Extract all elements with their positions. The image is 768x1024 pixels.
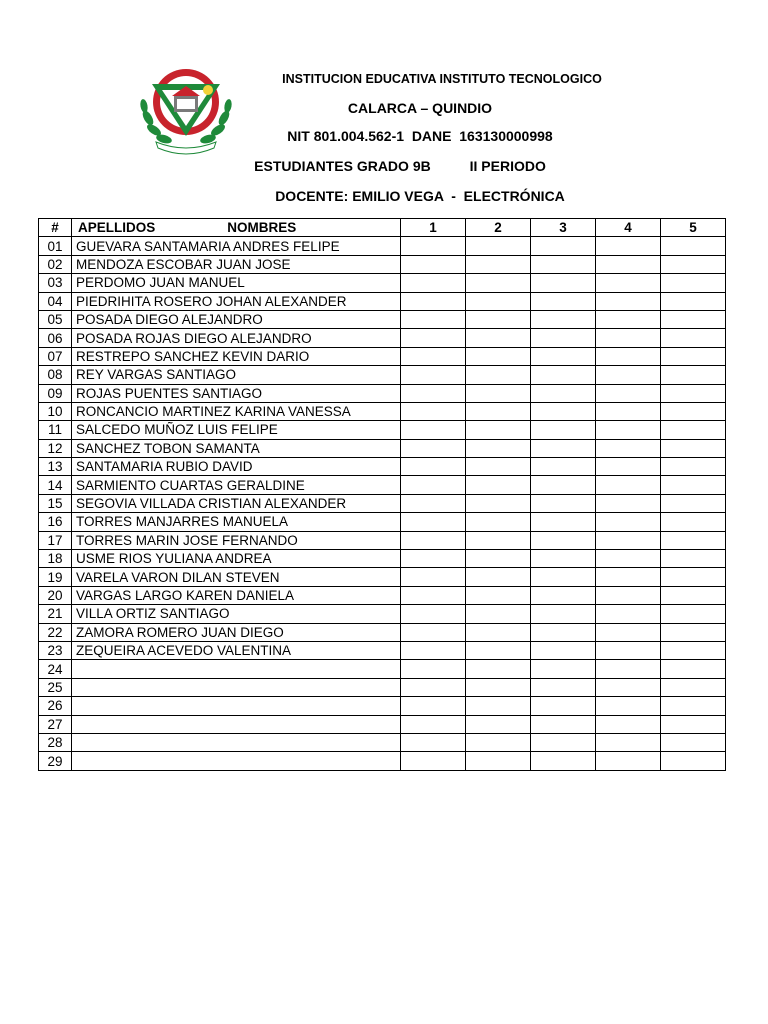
grade-cell-5[interactable] [661, 237, 726, 255]
table-row [39, 586, 726, 604]
grade-cell-1[interactable] [401, 586, 466, 604]
grade-cell-2[interactable] [466, 384, 531, 402]
row-number: 28 [39, 733, 72, 751]
grade-cell-1[interactable] [401, 715, 466, 733]
table-row [39, 697, 726, 715]
row-number: 11 [39, 421, 72, 439]
grade-cell-4[interactable] [596, 237, 661, 255]
row-number: 20 [39, 586, 72, 604]
grade-cell-4[interactable] [596, 292, 661, 310]
grade-cell-3[interactable] [531, 494, 596, 512]
grade-cell-1[interactable] [401, 733, 466, 751]
header-grade-3: 3 [531, 219, 596, 237]
table-row [39, 347, 726, 365]
grade-cell-4[interactable] [596, 274, 661, 292]
grade-cell-1[interactable] [401, 697, 466, 715]
table-row [39, 402, 726, 420]
row-number: 15 [39, 494, 72, 512]
grade-cell-4[interactable] [596, 402, 661, 420]
grade-cell-5[interactable] [661, 494, 726, 512]
row-number: 13 [39, 458, 72, 476]
grade-cell-1[interactable] [401, 347, 466, 365]
row-number: 08 [39, 366, 72, 384]
grade-cell-5[interactable] [661, 513, 726, 531]
header-grade-1: 1 [401, 219, 466, 237]
student-name: POSADA ROJAS DIEGO ALEJANDRO [72, 329, 401, 347]
grade-cell-3[interactable] [531, 255, 596, 273]
grade-cell-1[interactable] [401, 476, 466, 494]
grade-cell-2[interactable] [466, 623, 531, 641]
grade-cell-4[interactable] [596, 347, 661, 365]
grade-cell-5[interactable] [661, 421, 726, 439]
table-row [39, 255, 726, 273]
row-number: 29 [39, 752, 72, 770]
student-name: ZAMORA ROMERO JUAN DIEGO [72, 623, 401, 641]
row-number: 16 [39, 513, 72, 531]
grade-cell-3[interactable] [531, 329, 596, 347]
student-name: USME RIOS YULIANA ANDREA [72, 550, 401, 568]
student-name: VARELA VARON DILAN STEVEN [72, 568, 401, 586]
header-grade-5: 5 [661, 219, 726, 237]
grade-cell-5[interactable] [661, 402, 726, 420]
grade-cell-2[interactable] [466, 697, 531, 715]
grade-cell-5[interactable] [661, 439, 726, 457]
table-row [39, 494, 726, 512]
grade-cell-5[interactable] [661, 605, 726, 623]
grade-cell-4[interactable] [596, 255, 661, 273]
student-name [72, 678, 401, 696]
student-name: SARMIENTO CUARTAS GERALDINE [72, 476, 401, 494]
grade-cell-3[interactable] [531, 605, 596, 623]
institution-name: INSTITUCION EDUCATIVA INSTITUTO TECNOLOGICO [282, 72, 602, 86]
grade-cell-2[interactable] [466, 586, 531, 604]
student-name [72, 733, 401, 751]
grade-cell-4[interactable] [596, 568, 661, 586]
table-row [39, 237, 726, 255]
table-row [39, 310, 726, 328]
grade-cell-3[interactable] [531, 660, 596, 678]
grade-cell-4[interactable] [596, 531, 661, 549]
grade-cell-2[interactable] [466, 660, 531, 678]
grade-cell-1[interactable] [401, 531, 466, 549]
table-row [39, 531, 726, 549]
grade-cell-1[interactable] [401, 366, 466, 384]
student-name: TORRES MARIN JOSE FERNANDO [72, 531, 401, 549]
student-name: ROJAS PUENTES SANTIAGO [72, 384, 401, 402]
table-row [39, 513, 726, 531]
header-surnames: APELLIDOS [78, 220, 156, 236]
row-number: 06 [39, 329, 72, 347]
grade-cell-5[interactable] [661, 715, 726, 733]
grade-cell-1[interactable] [401, 292, 466, 310]
grade-cell-5[interactable] [661, 476, 726, 494]
nit-dane-line: NIT 801.004.562-1 DANE 163130000998 [287, 128, 553, 144]
grade-cell-3[interactable] [531, 274, 596, 292]
grade-cell-5[interactable] [661, 641, 726, 659]
grade-cell-3[interactable] [531, 678, 596, 696]
grade-cell-3[interactable] [531, 715, 596, 733]
grade-cell-5[interactable] [661, 458, 726, 476]
grade-cell-1[interactable] [401, 329, 466, 347]
grade-cell-1[interactable] [401, 550, 466, 568]
table-row [39, 366, 726, 384]
grade-cell-4[interactable] [596, 697, 661, 715]
student-name: REY VARGAS SANTIAGO [72, 366, 401, 384]
teacher-line: DOCENTE: EMILIO VEGA - ELECTRÓNICA [275, 188, 565, 204]
grade-cell-2[interactable] [466, 329, 531, 347]
grade-cell-3[interactable] [531, 292, 596, 310]
grade-cell-2[interactable] [466, 513, 531, 531]
table-row [39, 623, 726, 641]
grade-cell-1[interactable] [401, 513, 466, 531]
grade-cell-3[interactable] [531, 310, 596, 328]
grade-cell-1[interactable] [401, 568, 466, 586]
row-number: 07 [39, 347, 72, 365]
header-number: # [39, 219, 72, 237]
row-number: 02 [39, 255, 72, 273]
grade-cell-2[interactable] [466, 310, 531, 328]
grade-cell-3[interactable] [531, 476, 596, 494]
grade-cell-1[interactable] [401, 605, 466, 623]
row-number: 26 [39, 697, 72, 715]
student-name [72, 697, 401, 715]
table-row [39, 274, 726, 292]
student-name: SALCEDO MUÑOZ LUIS FELIPE [72, 421, 401, 439]
grade-cell-2[interactable] [466, 476, 531, 494]
row-number: 03 [39, 274, 72, 292]
row-number: 17 [39, 531, 72, 549]
grade-cell-2[interactable] [466, 494, 531, 512]
table-row [39, 476, 726, 494]
header-names: NOMBRES [227, 220, 297, 236]
student-name [72, 660, 401, 678]
student-name: SANCHEZ TOBON SAMANTA [72, 439, 401, 457]
grade-cell-1[interactable] [401, 421, 466, 439]
grade-period-line: ESTUDIANTES GRADO 9B II PERIODO [254, 158, 546, 174]
grade-cell-4[interactable] [596, 384, 661, 402]
grade-cell-5[interactable] [661, 384, 726, 402]
row-number: 21 [39, 605, 72, 623]
header-grade-2: 2 [466, 219, 531, 237]
table-row [39, 715, 726, 733]
grade-cell-3[interactable] [531, 402, 596, 420]
row-number: 05 [39, 310, 72, 328]
grade-cell-4[interactable] [596, 329, 661, 347]
grade-cell-2[interactable] [466, 605, 531, 623]
student-name: TORRES MANJARRES MANUELA [72, 513, 401, 531]
row-number: 24 [39, 660, 72, 678]
grade-cell-1[interactable] [401, 402, 466, 420]
grade-cell-1[interactable] [401, 255, 466, 273]
grade-cell-5[interactable] [661, 697, 726, 715]
table-row [39, 678, 726, 696]
student-name [72, 715, 401, 733]
student-name [72, 752, 401, 770]
grade-cell-1[interactable] [401, 494, 466, 512]
grade-cell-4[interactable] [596, 421, 661, 439]
grade-cell-5[interactable] [661, 733, 726, 751]
grade-cell-2[interactable] [466, 550, 531, 568]
grade-cell-4[interactable] [596, 641, 661, 659]
grade-cell-2[interactable] [466, 752, 531, 770]
grade-cell-3[interactable] [531, 531, 596, 549]
table-row [39, 752, 726, 770]
grade-cell-5[interactable] [661, 568, 726, 586]
grade-cell-2[interactable] [466, 402, 531, 420]
lightbulb-icon [203, 85, 213, 95]
grade-cell-1[interactable] [401, 752, 466, 770]
grade-cell-4[interactable] [596, 660, 661, 678]
grade-cell-4[interactable] [596, 715, 661, 733]
grade-cell-3[interactable] [531, 421, 596, 439]
grade-cell-3[interactable] [531, 347, 596, 365]
grade-cell-2[interactable] [466, 237, 531, 255]
student-name: POSADA DIEGO ALEJANDRO [72, 310, 401, 328]
table-row [39, 329, 726, 347]
grade-cell-5[interactable] [661, 274, 726, 292]
grade-cell-1[interactable] [401, 274, 466, 292]
table-row [39, 568, 726, 586]
student-name: PERDOMO JUAN MANUEL [72, 274, 401, 292]
grade-cell-2[interactable] [466, 733, 531, 751]
grade-cell-1[interactable] [401, 660, 466, 678]
student-name: RONCANCIO MARTINEZ KARINA VANESSA [72, 402, 401, 420]
header-grade-4: 4 [596, 219, 661, 237]
grade-cell-3[interactable] [531, 733, 596, 751]
student-name: ZEQUEIRA ACEVEDO VALENTINA [72, 641, 401, 659]
grade-cell-4[interactable] [596, 439, 661, 457]
grade-cell-2[interactable] [466, 531, 531, 549]
grade-cell-5[interactable] [661, 660, 726, 678]
grade-cell-3[interactable] [531, 366, 596, 384]
row-number: 10 [39, 402, 72, 420]
student-name: SEGOVIA VILLADA CRISTIAN ALEXANDER [72, 494, 401, 512]
table-row [39, 439, 726, 457]
grade-cell-4[interactable] [596, 494, 661, 512]
grade-cell-3[interactable] [531, 384, 596, 402]
grade-cell-3[interactable] [531, 550, 596, 568]
grade-cell-4[interactable] [596, 733, 661, 751]
grade-cell-2[interactable] [466, 421, 531, 439]
row-number: 22 [39, 623, 72, 641]
student-roster-table [38, 218, 726, 771]
grade-cell-2[interactable] [466, 347, 531, 365]
row-number: 23 [39, 641, 72, 659]
table-header-row [39, 219, 726, 237]
grade-cell-4[interactable] [596, 476, 661, 494]
student-name: MENDOZA ESCOBAR JUAN JOSE [72, 255, 401, 273]
grade-cell-4[interactable] [596, 550, 661, 568]
grade-cell-5[interactable] [661, 623, 726, 641]
grade-cell-4[interactable] [596, 458, 661, 476]
table-row [39, 384, 726, 402]
student-name: VARGAS LARGO KAREN DANIELA [72, 586, 401, 604]
grade-cell-1[interactable] [401, 384, 466, 402]
table-row [39, 292, 726, 310]
grade-cell-2[interactable] [466, 568, 531, 586]
grade-cell-3[interactable] [531, 752, 596, 770]
grade-cell-2[interactable] [466, 366, 531, 384]
table-row [39, 733, 726, 751]
grade-cell-2[interactable] [466, 439, 531, 457]
row-number: 09 [39, 384, 72, 402]
row-number: 19 [39, 568, 72, 586]
grade-cell-2[interactable] [466, 715, 531, 733]
grade-cell-3[interactable] [531, 568, 596, 586]
grade-cell-2[interactable] [466, 641, 531, 659]
grade-cell-4[interactable] [596, 678, 661, 696]
table-row [39, 641, 726, 659]
grade-cell-3[interactable] [531, 641, 596, 659]
grade-cell-3[interactable] [531, 458, 596, 476]
grade-cell-4[interactable] [596, 366, 661, 384]
grade-cell-5[interactable] [661, 255, 726, 273]
grade-cell-1[interactable] [401, 623, 466, 641]
grade-cell-1[interactable] [401, 237, 466, 255]
grade-cell-5[interactable] [661, 366, 726, 384]
grade-cell-2[interactable] [466, 292, 531, 310]
student-name: PIEDRIHITA ROSERO JOHAN ALEXANDER [72, 292, 401, 310]
table-row [39, 458, 726, 476]
student-name: VILLA ORTIZ SANTIAGO [72, 605, 401, 623]
grade-cell-4[interactable] [596, 513, 661, 531]
grade-cell-3[interactable] [531, 623, 596, 641]
student-name: RESTREPO SANCHEZ KEVIN DARIO [72, 347, 401, 365]
row-number: 14 [39, 476, 72, 494]
table-row [39, 660, 726, 678]
grade-cell-1[interactable] [401, 458, 466, 476]
row-number: 12 [39, 439, 72, 457]
student-name: SANTAMARIA RUBIO DAVID [72, 458, 401, 476]
grade-cell-3[interactable] [531, 697, 596, 715]
grade-cell-2[interactable] [466, 458, 531, 476]
grade-cell-2[interactable] [466, 678, 531, 696]
grade-cell-5[interactable] [661, 678, 726, 696]
grade-cell-2[interactable] [466, 255, 531, 273]
grade-cell-5[interactable] [661, 292, 726, 310]
grade-cell-5[interactable] [661, 347, 726, 365]
grade-cell-5[interactable] [661, 752, 726, 770]
grade-cell-4[interactable] [596, 752, 661, 770]
row-number: 18 [39, 550, 72, 568]
student-name: GUEVARA SANTAMARIA ANDRES FELIPE [72, 237, 401, 255]
grade-cell-5[interactable] [661, 310, 726, 328]
table-row [39, 421, 726, 439]
grade-cell-4[interactable] [596, 605, 661, 623]
grade-cell-1[interactable] [401, 439, 466, 457]
grade-cell-5[interactable] [661, 586, 726, 604]
row-number: 01 [39, 237, 72, 255]
grade-cell-4[interactable] [596, 310, 661, 328]
grade-cell-3[interactable] [531, 586, 596, 604]
row-number: 27 [39, 715, 72, 733]
header-student-name [72, 219, 401, 237]
grade-cell-3[interactable] [531, 513, 596, 531]
grade-cell-2[interactable] [466, 274, 531, 292]
grade-cell-3[interactable] [531, 237, 596, 255]
city-line: CALARCA – QUINDIO [347, 100, 493, 116]
row-number: 25 [39, 678, 72, 696]
table-row [39, 550, 726, 568]
grade-cell-4[interactable] [596, 586, 661, 604]
grade-cell-4[interactable] [596, 623, 661, 641]
grade-cell-5[interactable] [661, 329, 726, 347]
grade-cell-3[interactable] [531, 439, 596, 457]
grade-cell-1[interactable] [401, 310, 466, 328]
grade-cell-1[interactable] [401, 641, 466, 659]
table-row [39, 605, 726, 623]
row-number: 04 [39, 292, 72, 310]
grade-cell-5[interactable] [661, 531, 726, 549]
grade-cell-5[interactable] [661, 550, 726, 568]
grade-cell-1[interactable] [401, 678, 466, 696]
